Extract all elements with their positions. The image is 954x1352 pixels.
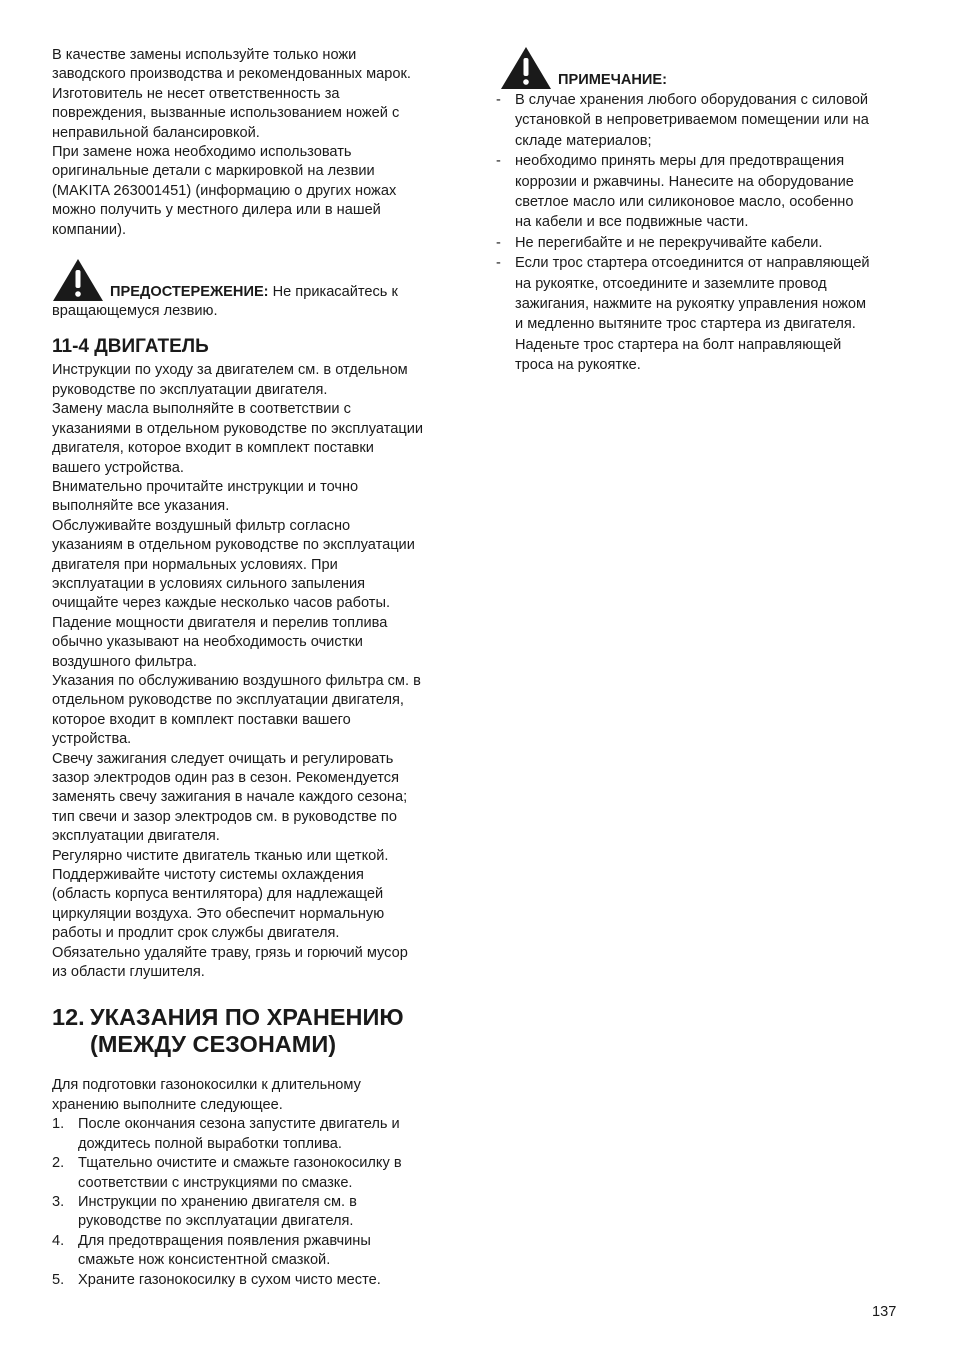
engine-line: эксплуатации в условиях сильного запыления xyxy=(52,575,366,592)
engine-line: тип свечи и зазор электродов см. в руководстве по xyxy=(52,808,397,825)
storage-intro-line: Для подготовки газонокосилки к длительному xyxy=(52,1077,361,1094)
engine-line: указаниями в отдельном руководстве по эксплуатации xyxy=(52,420,424,437)
step-line: руководстве по эксплуатации двигателя. xyxy=(78,1213,354,1230)
intro-line: В качестве замены используйте только ножи xyxy=(52,47,357,63)
chapter-number: 12. xyxy=(52,1004,85,1031)
note-line: троса на рукоятке. xyxy=(515,357,641,374)
engine-line: эксплуатации двигателя. xyxy=(52,828,220,845)
note-item-text xyxy=(515,233,822,253)
note-line: и медленно вытяните трос стартера из двигателя. xyxy=(515,316,856,333)
engine-line: Инструкции по уходу за двигателем см. в отдельном xyxy=(52,362,408,379)
storage-steps-list xyxy=(52,1115,462,1290)
list-item xyxy=(52,1115,462,1154)
note-label: ПРИМЕЧАНИЕ: xyxy=(558,71,668,88)
caution-text xyxy=(110,283,398,302)
intro-line: компании). xyxy=(52,221,126,238)
engine-line: зазор электродов один раз в сезон. Рекомендуется xyxy=(52,770,399,786)
step-text xyxy=(78,1271,381,1290)
engine-line: Регулярно чистите двигатель тканью или щеткой. xyxy=(52,847,389,864)
note-line: Если трос стартера отсоединится от направляющей xyxy=(515,255,870,272)
caution-continuation: вращающемуся лезвию. xyxy=(52,303,218,320)
engine-paragraph xyxy=(52,361,462,982)
intro-line: можно получить у местного дилера или в нашей xyxy=(52,202,381,219)
left-column xyxy=(52,46,462,1290)
caution-label: ПРЕДОСТЕРЕЖЕНИЕ: xyxy=(110,283,269,300)
list-item xyxy=(52,1154,462,1193)
engine-line: циркуляции воздуха. Это обеспечит нормальную xyxy=(52,905,385,922)
step-line: Храните газонокосилку в сухом чисто месте. xyxy=(78,1271,381,1288)
note-line: на рукоятке, отсоедините и заземлите провод xyxy=(515,275,827,292)
chapter-title xyxy=(90,1004,404,1058)
note-line: Не перегибайте и не перекручивайте кабели. xyxy=(515,234,823,251)
engine-line: воздушного фильтра. xyxy=(52,653,197,670)
intro-line: неправильной балансировкой. xyxy=(52,124,260,141)
engine-line: вашего устройства. xyxy=(52,459,184,476)
step-text xyxy=(78,1115,400,1154)
engine-line: Внимательно прочитайте инструкции и точно xyxy=(52,478,359,495)
dash-marker: - xyxy=(496,255,501,272)
step-line: смажьте нож консистентной смазкой. xyxy=(78,1252,331,1269)
engine-line: очищайте через каждые несколько часов работы. xyxy=(52,595,391,612)
warning-triangle-icon xyxy=(500,46,552,90)
intro-line: (MAKITA 263001451) (информацию о других ножах xyxy=(52,182,397,199)
warning-triangle-icon xyxy=(52,258,104,302)
engine-line: работы и продлит срок службы двигателя. xyxy=(52,925,340,942)
engine-line: Обязательно удаляйте траву, грязь и горючий мусор xyxy=(52,944,408,961)
list-item xyxy=(496,233,906,253)
step-line: После окончания сезона запустите двигатель и xyxy=(78,1116,400,1133)
note-line: зажигания, нажмите на рукоятку управления ножом xyxy=(515,296,867,313)
step-text xyxy=(78,1232,371,1271)
engine-line: указаниям в отдельном руководстве по эксплуатации xyxy=(52,537,415,554)
engine-line: Указания по обслуживанию воздушного фильтра см. в xyxy=(52,672,421,689)
engine-line: Свечу зажигания следует очищать и регулировать xyxy=(52,750,394,767)
storage-intro-line: хранению выполните следующее. xyxy=(52,1096,283,1113)
engine-line: устройства. xyxy=(52,731,132,748)
note-block xyxy=(500,46,906,90)
dash-marker: - xyxy=(496,92,501,108)
step-line: дождитесь полной выработки топлива. xyxy=(78,1135,342,1152)
step-number: 2. xyxy=(52,1155,65,1172)
intro-line: При замене ножа необходимо использовать xyxy=(52,144,352,161)
list-item xyxy=(496,151,906,233)
note-item-text xyxy=(515,253,870,375)
step-line: Инструкции по хранению двигателя см. в xyxy=(78,1193,357,1210)
list-item xyxy=(496,90,906,151)
engine-line: Обслуживайте воздушный фильтр согласно xyxy=(52,517,351,534)
note-line: необходимо принять меры для предотвращения xyxy=(515,153,845,170)
list-item xyxy=(52,1193,462,1232)
engine-line: Поддерживайте чистоту системы охлаждения xyxy=(52,867,364,884)
note-item-text xyxy=(515,90,869,151)
section-heading-engine: 11-4 ДВИГАТЕЛЬ xyxy=(52,336,209,358)
caution-block xyxy=(52,258,462,302)
step-line: соответствии с инструкциями по смазке. xyxy=(78,1174,353,1191)
engine-line: заменять свечу зажигания в начале каждого сезона; xyxy=(52,789,408,806)
storage-intro xyxy=(52,1076,462,1115)
intro-line: оригинальные детали с маркировкой на лезвии xyxy=(52,163,375,180)
intro-line: повреждения, вызванные использованием ножей с xyxy=(52,105,400,122)
intro-line: заводского производства и рекомендованных марок. xyxy=(52,66,411,83)
engine-line: из области глушителя. xyxy=(52,964,205,981)
chapter-heading xyxy=(52,1004,462,1058)
list-item xyxy=(52,1271,462,1290)
list-item xyxy=(52,1232,462,1271)
note-line: установкой в непроветриваемом помещении или на xyxy=(515,112,869,129)
note-line: Наденьте трос стартера на болт направляющей xyxy=(515,336,842,353)
engine-line: отдельном руководстве по эксплуатации двигателя, xyxy=(52,692,404,709)
engine-line: выполняйте все указания. xyxy=(52,498,230,515)
step-number: 4. xyxy=(52,1232,65,1249)
engine-line: обычно указывают на необходимость очистки xyxy=(52,634,363,651)
list-item xyxy=(496,253,906,375)
dash-marker: - xyxy=(496,153,501,170)
note-line: коррозии и ржавчины. Нанесите на оборудование xyxy=(515,173,854,190)
note-line: светлое масло или силиконовое масло, особенно xyxy=(515,194,854,211)
intro-line: Изготовитель не несет ответственность за xyxy=(52,85,340,102)
engine-line: Падение мощности двигателя и перелив топлива xyxy=(52,614,388,631)
chapter-title-line: УКАЗАНИЯ ПО ХРАНЕНИЮ xyxy=(90,1004,404,1031)
step-number: 3. xyxy=(52,1193,65,1210)
engine-line: двигателя при нормальных условиях. При xyxy=(52,556,338,573)
engine-line: двигателя, которое входит в комплект поставки xyxy=(52,440,374,457)
chapter-title-line: (МЕЖДУ СЕЗОНАМИ) xyxy=(90,1031,337,1058)
note-line: на кабели и все подвижные части. xyxy=(515,214,749,231)
dash-marker: - xyxy=(496,234,501,251)
right-column xyxy=(496,46,906,376)
engine-line: Замену масла выполняйте в соответствии с xyxy=(52,401,351,418)
engine-line: (область корпуса вентилятора) для надлежащей xyxy=(52,886,384,903)
intro-paragraph xyxy=(52,46,462,240)
step-number: 1. xyxy=(52,1116,65,1133)
note-line: В случае хранения любого оборудования с силовой xyxy=(515,92,869,108)
step-number: 5. xyxy=(52,1271,65,1288)
step-line: Для предотвращения появления ржавчины xyxy=(78,1232,371,1249)
engine-line: руководстве по эксплуатации двигателя. xyxy=(52,381,328,398)
step-text xyxy=(78,1193,357,1232)
caution-message: Не прикасайтесь к xyxy=(268,283,398,300)
note-item-text xyxy=(515,151,854,233)
step-text xyxy=(78,1154,402,1193)
step-line: Тщательно очистите и смажьте газонокосилку в xyxy=(78,1155,402,1172)
engine-line: которое входит в комплект поставки вашего xyxy=(52,711,351,728)
note-list xyxy=(496,90,906,376)
page-number: 137 xyxy=(872,1304,897,1320)
note-line: складе материалов; xyxy=(515,132,652,149)
